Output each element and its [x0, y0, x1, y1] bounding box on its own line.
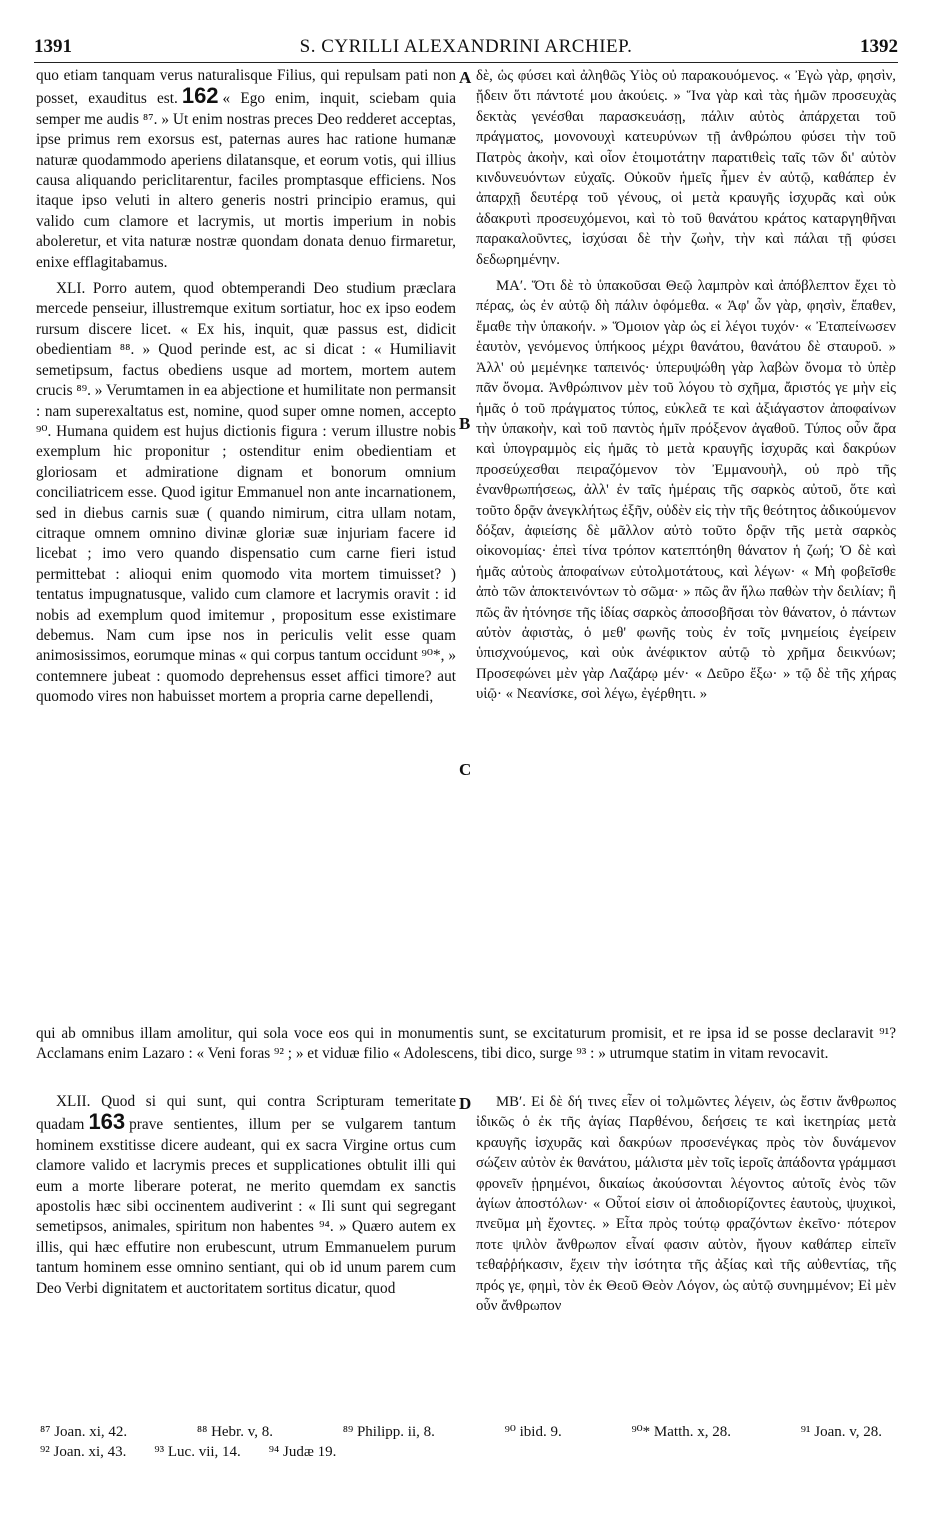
latin-paragraph-1 — [36, 66, 456, 273]
footnote-89: ⁸⁹ Philipp. ii, 8. — [342, 1424, 435, 1440]
footnote-93: ⁹³ Luc. vii, 14. — [154, 1444, 241, 1460]
greek-paragraph-2: ΜΑʹ. Ὅτι δὲ τὸ ὑπακοῦσαι Θεῷ λαμπρὸν καὶ ἀπόβλεπτον ἔχει τὸ πέρας, ὡς ἐν αὐτῷ δὴ πάλιν ὀφόμεθα. « Ἀφ' ὧν γὰρ, φησὶν, ἔπαθεν, ἔμαθε τὴν ὑπακοήν. » Ὅμοιον γὰρ ὡς εἰ λέγοι τυχόν· « Ἐταπείνωσεν ἑαυτὸν, γενόμενος ὑπήκοος μέχρι θανάτου, θανάτου δὲ σταυροῦ. » Ἀλλ' οὐ μεμένηκε ταπεινός· ὑπερυψώθη γὰρ λαβὼν ὄνομα τὸ ὑπὲρ πᾶν ὄνομα. Ἀνθρώπινον μὲν τοῦ λόγου τὸ σχῆμα, ἄριστός γε μὴν εἰς ἡμᾶς ὁ τοῦ πράγματος τύπος, εὐκλεᾶ τε καὶ ἀξιάγαστον ἀποφαίνων τὴν ὑπακοὴν, καὶ τοῦ παντὸς ἡμῖν πρόξενον ἀγαθοῦ. Τύπος οὖν ἄρα καὶ ὑπογραμμὸς εἰς ἡμᾶς τὸ μετὰ κραυγῆς ἰσχυρᾶς καὶ δακρύων προσεύχεσθαι πειραζόμενον τὸν Ἐμμανουὴλ, οὐ πρὸ τῆς ἐνανθρωπήσεως, ἀλλ' ἐν ταῖς ἡμέραις τῆς σαρκὸς αὐτοῦ, ὅτε καὶ τοῦτο δρᾷν ἀνεγκλήτως ἐξῆν, οὐδὲν εἰς τὴν τῆς θεότητος ἀδικούμενον δόξαν, ἀφιείσης δὲ μᾶλλον αὐτὸ τοῦτο δρᾷν τῆς μετὰ σαρκὸς οἰκονομίας· ἐπεὶ τίνα τρόπον κατεπτόηθη θάνατον ἡ ζωή; Ὁ δὲ καὶ ἡμᾶς αὐτοὺς ἀποφαίνων εὐτολμοτάτους, καὶ λέγων· « Μὴ φοβεῖσθε ἀπὸ τῶν ἀποκτεινόντων τὸ σῶμα· » πῶς ἂν ἥλω παθὼν τὴν δειλίαν; ἢ πῶς ἂν ἠτόνησε τῆς ἰδίας σαρκὸς ἀποσοβῆσαι τὸν θάνατον, ὁ πάντων αὐτὸν ἀφιστὰς, ὁ μεθ' φωνῆς τοὺς ἐν τοῖς μνημείοις ἐγείρειν ὑπισχνούμενος, καὶ οὐκ ἀνέφικτον αὐτῷ τὸ χρῆμα δεικνύων; Προσεφώνει μὲν γὰρ Λαζάρῳ μέν· « Δεῦρο ἔξω· » τῷ δὲ τῆς χήρας υἱῷ· « Νεανίσκε, σοὶ λέγω, ἐγέρθητι. » — [476, 278, 896, 703]
footnote-87: ⁸⁷ Joan. xi, 42. — [40, 1424, 128, 1440]
margin-marker-b: B — [459, 414, 471, 433]
footnote-94: ⁹⁴ Judæ 19. — [268, 1444, 337, 1460]
footnote-line-2 — [40, 1442, 890, 1462]
greek-column-top — [476, 66, 896, 705]
latin-text-3a: XLII. Quod si qui sunt, qui contra Scripturam temeritate quadam — [36, 1093, 456, 1134]
greek-paragraph-1: δὲ, ὡς φύσει καὶ ἀληθῶς Υἱὸς οὐ παρακουόμενος. « Ἐγὼ γὰρ, φησὶν, ᾔδειν ὅτι πάντοτέ μου ἀκούεις. » Ἵνα γὰρ καὶ τὰς ἡμῶν προσευχὰς δεκτὰς γενέσθαι παρασκευάσῃ, πάλιν αὐτὸς ἀπάρχεται τοῦ πράγματος, μονονουχὶ κατευρύνων τῇ ἀνθρώπου φύσει τὴν τοῦ Πατρὸς ἀκοὴν, καὶ οἷον ἑτοιμοτάτην παρατιθεὶς ταῖς τῶν δι' αὐτὸν κινδυνευόντων εὐχαῖς. Οὐκοῦν ἡμεῖς ἦμεν ἐν αὐτῷ, καθάπερ ἐν ἀπαρχῇ δευτέρᾳ τοῦ γένους, οἱ μετὰ κραυγῆς ἰσχυρᾶς καὶ οὐκ ἀδακρυτὶ προσευχόμενοι, καὶ τὸ τοῦ θανάτου κράτος καταργηθῆναι παρακαλοῦντες, ἰσχύσαι δὲ τὴν ζωὴν, τὴν καὶ πάλαι τῇ φύσει δεδωρημένην. — [476, 68, 896, 268]
footnotes — [40, 1422, 890, 1462]
latin-column-bottom — [36, 1092, 456, 1299]
header-rule — [34, 62, 898, 63]
margin-marker-a: A — [459, 68, 472, 87]
margin-marker-c: C — [459, 760, 472, 779]
fullwidth-text: qui ab omnibus illam amolitur, qui sola voce eos qui in monumentis sunt, se excitaturum promisit, et re ipsa id se posse declaravit ⁹¹? Acclamans enim Lazaro : « Veni foras ⁹² ; » et viduæ filio « Adolescens, tibi dico, surge ⁹³ : » utrumque statim in vitam revocavit. — [36, 1025, 896, 1063]
latin-text-3b: prave sentientes, illum per se vulgarem tantum hominem exstitisse dicere audeant, qui ex sacra Virgine ortus cum clamore valido et lacrymis preces et supplicationes obtulit illi qui eum a morte liberare poterat, ne merito quemdam ex sanctis apostolis hæc sibi occinentem audiverint : « Ili sunt qui segregant semetipsos, animales, spiritum non habentes ⁹⁴. » Quæro autem ex illis, qui hæc effutire non erubescunt, utrum Emmanuelem purum tantum hominem esse omnino sentiant, qui ob id unum parem cum Deo Verbi dignitatem et auctoritatem sortitus dicatur, quod — [36, 1116, 456, 1297]
footnote-88: ⁸⁸ Hebr. v, 8. — [196, 1424, 274, 1440]
footnote-91: ⁹¹ Joan. v, 28. — [800, 1424, 882, 1440]
running-title: S. CYRILLI ALEXANDRINI ARCHIEP. — [299, 36, 633, 57]
greek-column-bottom — [476, 1092, 896, 1316]
latin-column-top — [36, 66, 456, 708]
latin-paragraph-2: XLI. Porro autem, quod obtemperandi Deo studium præclara mercede penseiur, illustremque exitum sortiatur, hoc ex ipso eodem rursum discere licet. « Ex his, inquit, quæ passus est, didicit obedientiam ⁸⁸. » Quod perinde est, ac si dicat : « Humiliavit semetipsum, factus obediens usque ad mortem, mortem autem crucis ⁸⁹. » Verumtamen in ea abjectione et humilitate non permansit : nam superexaltatus est, nomine, quod super omne nomen, accepto ⁹⁰. Humana quidem est hujus dictionis figura : verum illustre nobis exemplum hic proponitur ; ostenditur enim obedientiam et gloriosam et admiratione dignam et bonorum omnium conciliatricem esse. Quod igitur Emmanuel non ante incarnationem, sed in diebus carnis suæ ( quando nimirum, citra ullam notam, citraque omnem omnino divinæ gloriæ suæ injuriam facere id licebat ; imo vero quando dispensatio cum carne fieri istud permittebat : alioqui enim quomodo vita mortem timuisset? ) tentatus impugnatusque, valido cum clamore et lacrymis oravit : id nobis ad exemplum quod imitemur , propositum esse existimare debemus. Nam cum ipse nos in periculis velit esse quam animosissimos, eorumque minas « qui corpus tantum occidunt ⁹⁰*, » contemnere jubeat : quomodo deprehensus esset affici timore? aut quomodo vires non habuisset mortem a propria carne depellendi, — [36, 280, 456, 706]
footnote-90: ⁹⁰ ibid. 9. — [504, 1424, 562, 1440]
column-number-right: 1392 — [860, 36, 898, 57]
margin-marker-d: D — [459, 1094, 472, 1113]
page-header — [34, 36, 898, 60]
latin-text-1b: « Ego enim, inquit, sciebam quia semper me audis ⁸⁷. » Ut enim nostras preces Deo redderet acceptas, ipse primus rem exorsus est, paternas aures hac ratione humanæ naturæ quodammodo aperiens dilatansque, et eorum votis, qui illius causa aliquando periclitarentur, faciles promptasque efficiens. Nos itaque ipso veluti in altero generis nostri principio eramus, qui valido cum clamore et lacrymis, ut mortis imperium in nobis aboleretur, et vita naturæ nostræ quondam donata denuo firmaretur, enixe efflagitabamus. — [36, 90, 456, 271]
latin-text-1a: quo etiam tanquam verus naturalisque Filius, qui repulsam pati non posset, exauditus est. — [36, 67, 456, 108]
footnote-90-star: ⁹⁰* Matth. x, 28. — [631, 1424, 732, 1440]
latin-paragraph-3 — [36, 1092, 456, 1299]
greek-paragraph-3: ΜΒʹ. Εἰ δὲ δή τινες εἶεν οἱ τολμῶντες λέγειν, ὡς ἔστιν ἄνθρωπος ἰδικῶς ὁ ἐκ τῆς ἁγίας Παρθένου, δεήσεις τε καὶ ἱκετηρίας μετὰ κραυγῆς ἰσχυρᾶς καὶ δακρύων προσενέγκας πρὸς τὸν δυνάμενον σώζειν αὐτὸν ἐκ θανάτου, μάλιστα μὲν τοῖς ἱεροῖς ἀπάδοντα γράμμασι φρονεῖν ᾑρημένοι, δικαίως ἀκούσονται λέγοντος αὐτοῖς ἑνὸς τῶν ἁγίων ἀποστόλων· « Οὗτοί εἰσιν οἱ ἀποδιορίζοντες ἑαυτοὺς, ψυχικοὶ, πνεῦμα μὴ ἔχοντες. » Εἶτα πρὸς τούτῳ φραζόντων ἐκεῖνο· πότερον ποτε ψιλὸν ἄνθρωπον εἶναί φασιν αὐτὸν, ἤγουν καθάπερ εἰπεῖν τεθαῤῥήκασιν, ἔχειν τὴν ἰσότητα τῆς ἀξίας καὶ τῆς αὐθεντίας, τῆς πρός γε, φημὶ, τὸν ἐκ Θεοῦ Θεὸν Λόγον, ὡς αὐτῷ συνημμένον; Εἰ μὲν οὖν ἄνθρωπον — [476, 1094, 896, 1315]
page-number-marker-2: 163 — [88, 1109, 126, 1135]
footnote-92: ⁹² Joan. xi, 43. — [40, 1444, 127, 1460]
footnote-line-1 — [40, 1422, 890, 1442]
page-number-marker: 162 — [181, 83, 219, 109]
column-number-left: 1391 — [34, 36, 72, 57]
